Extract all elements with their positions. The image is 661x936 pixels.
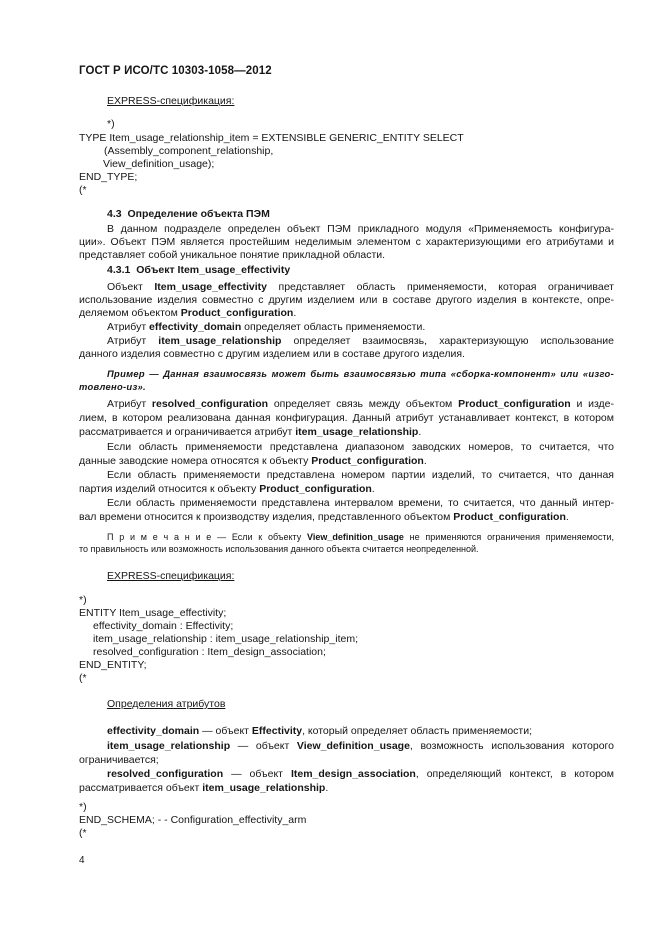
attribute-definitions-label: Определения атрибутов [107,698,226,710]
paragraph-line: деляемом объектом Product_configuration. [79,307,297,319]
attribute-definition-line: ограничивается; [79,754,159,766]
paragraph-line: данного изделия совместно с другим изделием или в составе другого изделия. [79,348,465,360]
paragraph-line: партия изделий относится к объекту Product_configuration. [79,483,375,495]
paragraph-line: Атрибут resolved_configuration определяет связь между объектом Product_configuration и изде- [107,398,615,410]
code-line: *) [107,118,115,130]
paragraph-line: ции». Объект ПЭМ является простейшим неделимым элементом с характеризующими его атрибутами и [79,236,614,248]
code-line: View_definition_usage); [103,158,215,170]
paragraph-line: В данном подразделе определен объект ПЭМ прикладного модуля «Применяемость конфигура- [107,223,614,235]
paragraph-line: Атрибут item_usage_relationship определяет взаимосвязь, характеризующую использование [107,335,614,347]
subsection-title: Объект Item_usage_effectivity [136,264,291,276]
paragraph-line: рассматривается и ограничивается атрибут item_usage_relationship. [79,426,422,438]
code-line: (* [79,672,87,684]
attribute-definition: item_usage_relationship — объект View_definition_usage, возможность использования которого [107,740,614,752]
paragraph-line: лием, в котором реализована данная конфигурация. Данный атрибут устанавливает контекст, в котором [79,412,614,424]
code-line: END_ENTITY; [79,659,147,671]
example-line: Пример — Данная взаимосвязь может быть взаимосвязью типа «сборка-компонент» или «изго- [107,368,614,379]
section-number: 4.3 [107,208,122,220]
paragraph-line: Если область применяемости представлена диапазоном заводских номеров, то считается, что [107,441,614,453]
attribute-definition: resolved_configuration — объект Item_design_association, определяющий контекст, в котором [107,768,614,780]
code-line: effectivity_domain : Effectivity; [93,620,234,632]
code-line: *) [79,801,87,813]
code-line: *) [79,594,87,606]
paragraph-line: представляет собой уникальное понятие прикладной области. [79,249,386,261]
section-heading [107,208,270,222]
attribute-definition-line: рассматривается объект item_usage_relationship. [79,782,329,794]
paragraph-line: Если область применяемости представлена номером партии изделий, то считается, что данная [107,469,614,481]
code-line: item_usage_relationship : item_usage_relationship_item; [93,633,358,645]
code-line: (* [79,827,87,839]
note-line: то правильность или возможность использования данного объекта считается неопределенной. [79,544,479,554]
code-line: END_TYPE; [79,171,138,183]
code-line: (Assembly_component_relationship, [104,145,274,157]
code-line: resolved_configuration : Item_design_association; [93,646,326,658]
paragraph-line: Объект Item_usage_effectivity представляет область применяемости, которая ограничивает [107,281,614,293]
paragraph-line: вал времени относится к производству изделия, представленного объектом Product_configuration. [79,511,569,523]
note-line: П р и м е ч а н и е — Если к объекту View_definition_usage не применяются ограничения применяемости, [107,532,614,542]
code-line: ENTITY Item_usage_effectivity; [79,607,227,619]
code-line: END_SCHEMA; - - Configuration_effectivity_arm [79,814,307,826]
express-spec-label: EXPRESS-спецификация: [107,95,235,107]
attribute-definition: effectivity_domain — объект Effectivity, который определяет область применяемости; [107,725,533,737]
page-number: 4 [79,855,85,866]
section-title: Определение объекта ПЭМ [127,208,270,220]
example-line: товлено-из». [79,381,146,392]
paragraph-line: Если область применяемости представлена интервалом времени, то считается, что данный интер- [107,497,614,509]
subsection-heading [107,264,290,278]
note-label: П р и м е ч а н и е [107,532,212,542]
paragraph-line: использование изделия совместно с другим изделием или в составе другого изделия в контексте, опре- [79,294,614,306]
document-header: ГОСТ Р ИСО/ТС 10303-1058—2012 [79,65,272,77]
code-line: TYPE Item_usage_relationship_item = EXTENSIBLE GENERIC_ENTITY SELECT [79,132,464,144]
paragraph-line: данные заводские номера относятся к объекту Product_configuration. [79,455,427,467]
paragraph-line: Атрибут effectivity_domain определяет область применяемости. [107,321,426,333]
subsection-number: 4.3.1 [107,264,131,276]
express-spec-label: EXPRESS-спецификация: [107,570,235,582]
code-line: (* [79,184,87,196]
